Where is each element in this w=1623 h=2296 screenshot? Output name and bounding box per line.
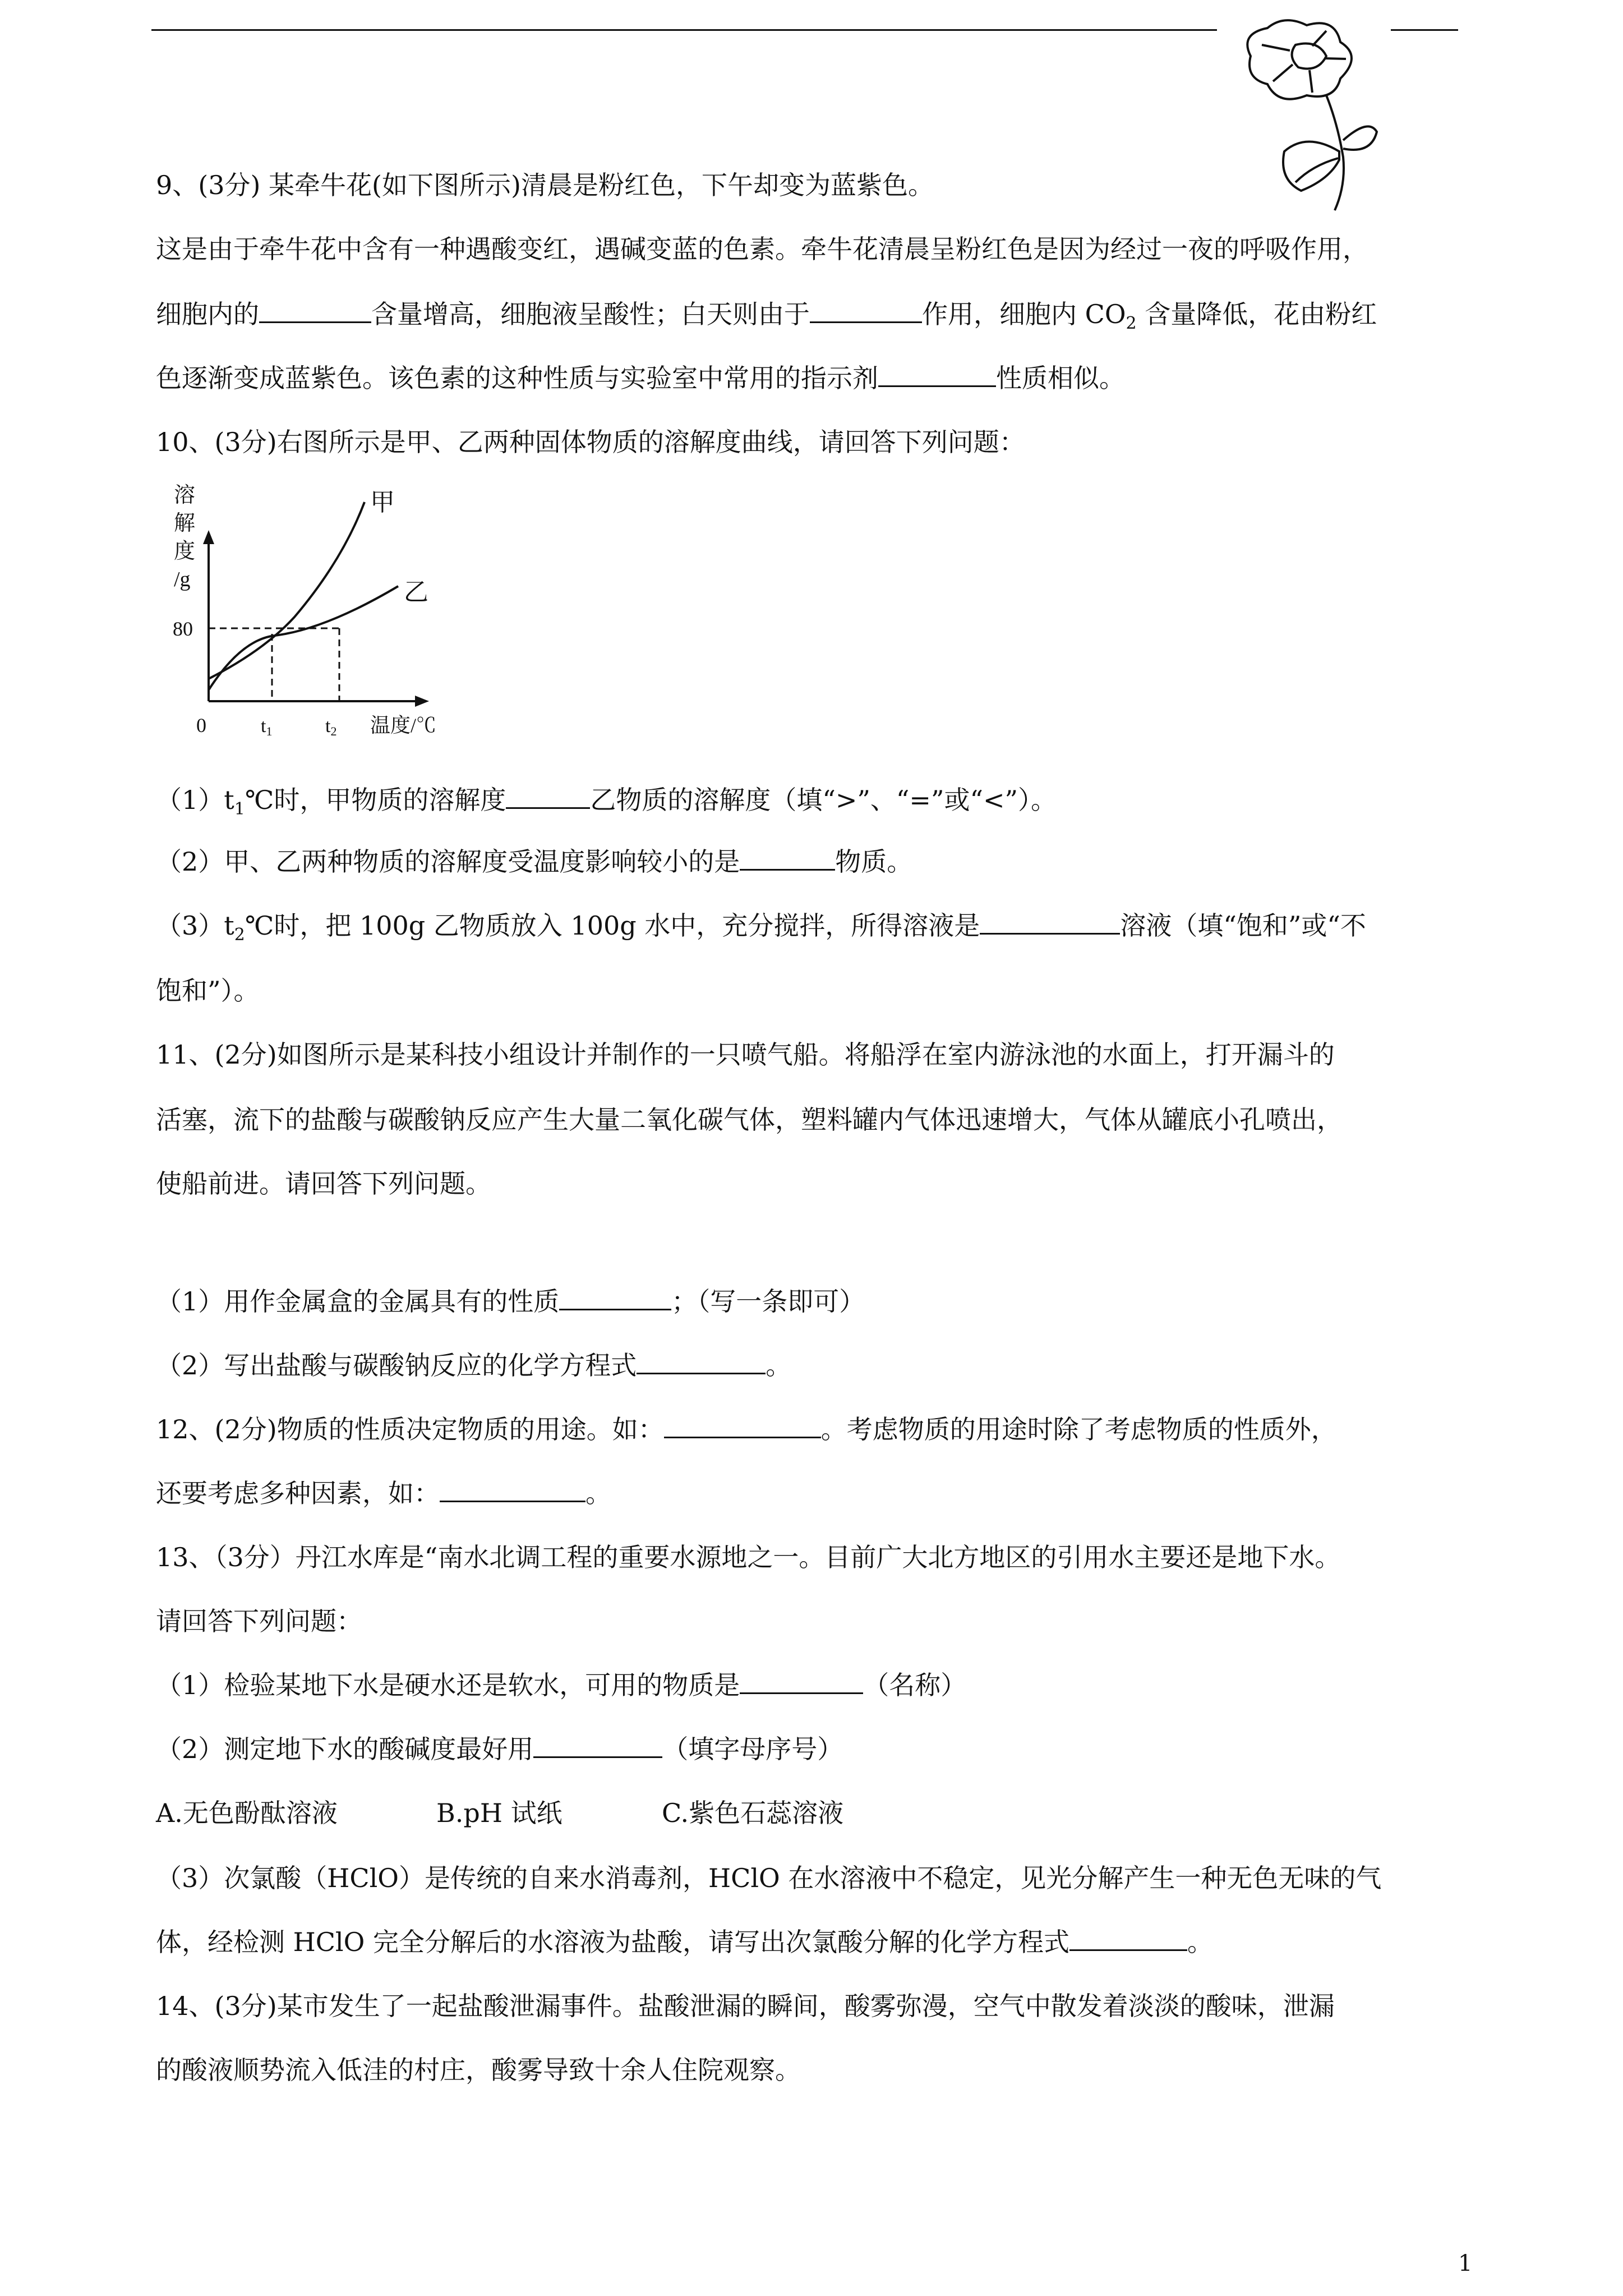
q9-line1: 9、(3分) 某牵牛花(如下图所示)清晨是粉红色，下午却变为蓝紫色。: [156, 170, 934, 200]
q9-line4: [156, 361, 1125, 395]
q10-sub1-b: ℃时，甲物质的溶解度: [245, 785, 506, 815]
q12-blank-1[interactable]: [664, 1414, 821, 1438]
q9-line4-a: 色逐渐变成蓝紫色。该色素的这种性质与实验室中常用的指示剂: [156, 363, 878, 393]
morning-glory-flower-icon: [1228, 11, 1396, 213]
q13-option-a: A.无色酚酞溶液: [156, 1798, 338, 1828]
header-rule-right: [1391, 29, 1458, 31]
q9-line4-b: 性质相似。: [996, 363, 1125, 393]
q9-line3-c: 作用，细胞内 CO: [922, 299, 1126, 329]
ylabel-char-2: 解: [174, 512, 196, 535]
q13-sub3-line2: [156, 1925, 1213, 1959]
q9-line3-a: 细胞内的: [156, 299, 259, 329]
q11-sub1-b: ；（写一条即可）: [671, 1286, 865, 1317]
q13-blank-1[interactable]: [740, 1670, 863, 1694]
q13-blank-3[interactable]: [1069, 1927, 1187, 1951]
q13-sub3-line1: （3）次氯酸（HClO）是传统的自来水消毒剂，HClO 在水溶液中不稳定，见光分解产生一种无色无味的气: [156, 1863, 1382, 1893]
q13-sub2-b: （填字母序号）: [662, 1734, 843, 1764]
q10-blank-1[interactable]: [506, 785, 590, 809]
q10-sub3-c: 溶液（填“饱和”或“不: [1120, 910, 1366, 941]
q13-sub2: [156, 1732, 843, 1766]
origin-label: 0: [196, 714, 206, 737]
q9-line3-d: 含量降低，花由粉红: [1136, 299, 1377, 329]
ylabel-char-3: 度: [174, 540, 196, 563]
q14-line2: 的酸液顺势流入低洼的村庄，酸雾导致十余人住院观察。: [156, 2055, 801, 2085]
q13-line2: 请回答下列问题：: [156, 1606, 362, 1636]
q11-sub1: [156, 1285, 865, 1318]
q11-line2: 活塞，流下的盐酸与碳酸钠反应产生大量二氧化碳气体，塑料罐内气体迅速增大，气体从罐底小孔喷出，: [156, 1105, 1343, 1135]
ylabel-char-1: 溶: [174, 484, 196, 507]
q10-blank-3[interactable]: [980, 910, 1120, 935]
page-number: 1: [1458, 2251, 1473, 2276]
q13-sub1: [156, 1668, 966, 1702]
q10-sub2: [156, 845, 912, 878]
xlabel: 温度/℃: [370, 714, 437, 737]
q9-line3: [156, 297, 1377, 341]
q10-sub2-b: 物质。: [835, 846, 913, 877]
q10-sub1-a: （1）t: [156, 785, 234, 815]
q13-sub1-a: （1）检验某地下水是硬水还是软水，可用的物质是: [156, 1670, 740, 1700]
q12-line2-a: 还要考虑多种因素，如：: [156, 1478, 440, 1508]
q12-blank-2[interactable]: [440, 1478, 585, 1502]
q10-sub3-a: （3）t: [156, 910, 234, 941]
q13-sub1-b: （名称）: [863, 1670, 967, 1700]
solubility-chart: [163, 477, 477, 746]
xtick-t1: t1: [261, 716, 273, 738]
xtick-t2: t2: [325, 716, 337, 738]
y-axis-arrow: [203, 530, 214, 544]
q12-line1: [156, 1412, 1337, 1446]
q9-line2: 这是由于牵牛花中含有一种遇酸变红，遇碱变蓝的色素。牵牛花清晨呈粉红色是因为经过一夜的呼吸作用，: [156, 234, 1368, 264]
header-rule-left: [151, 29, 1217, 31]
q11-sub1-a: （1）用作金属盒的金属具有的性质: [156, 1286, 560, 1317]
q11-sub2-a: （2）写出盐酸与碳酸钠反应的化学方程式: [156, 1350, 637, 1381]
q10-t2-subscript: 2: [234, 925, 245, 945]
series-yi-label: 乙: [404, 578, 428, 606]
q11-line3: 使船前进。请回答下列问题。: [156, 1168, 491, 1199]
q10-sub3: [156, 909, 1366, 952]
q12-line2: [156, 1476, 611, 1510]
q13-sub2-a: （2）测定地下水的酸碱度最好用: [156, 1734, 534, 1764]
q13-option-c: C.紫色石蕊溶液: [662, 1798, 844, 1828]
q12-line2-b: 。: [585, 1478, 611, 1508]
q11-sub2: [156, 1349, 791, 1382]
q11-blank-1[interactable]: [559, 1286, 671, 1310]
q10-sub3-cont: 饱和”）。: [156, 976, 260, 1006]
q13-sub3-b: 体，经检测 HClO 完全分解后的水溶液为盐酸，请写出次氯酸分解的化学方程式: [156, 1927, 1069, 1957]
q10-sub3-b: ℃时，把 100g 乙物质放入 100g 水中，充分搅拌，所得溶液是: [245, 910, 980, 941]
q9-blank-1[interactable]: [259, 299, 371, 323]
q14-line1: 14、(3分)某市发生了一起盐酸泄漏事件。盐酸泄漏的瞬间，酸雾弥漫，空气中散发着淡淡的酸味，泄漏: [156, 1991, 1335, 2021]
q10-sub1-c: 乙物质的溶解度（填“>”、“=”或“<”）。: [590, 785, 1057, 815]
q13-option-b: B.pH 试纸: [436, 1798, 562, 1828]
q12-line1-b: 。考虑物质的用途时除了考虑物质的性质外，: [820, 1414, 1337, 1444]
q11-sub2-b: 。: [766, 1350, 792, 1381]
q13-line1: 13、（3分）丹江水库是“南水北调工程的重要水源地之一。目前广大北方地区的引用水主要还是地下水。: [156, 1542, 1341, 1572]
q13-sub3-c: 。: [1187, 1927, 1213, 1957]
q10-t1-subscript: 1: [234, 799, 245, 820]
q9-blank-3[interactable]: [878, 363, 996, 387]
series-yi-line: [209, 586, 398, 690]
q10-line1: 10、(3分)右图所示是甲、乙两种固体物质的溶解度曲线，请回答下列问题：: [156, 427, 1025, 457]
q11-blank-2[interactable]: [637, 1350, 766, 1374]
q11-line1: 11、(2分)如图所示是某科技小组设计并制作的一只喷气船。将船浮在室内游泳池的水面上，打开漏斗的: [156, 1039, 1335, 1070]
q10-sub1: [156, 783, 1057, 826]
q12-line1-a: 12、(2分)物质的性质决定物质的用途。如：: [156, 1414, 664, 1444]
ylabel-char-4: /g: [174, 568, 191, 591]
series-jia-label: 甲: [370, 489, 395, 516]
ytick-80: 80: [173, 618, 193, 640]
x-axis-arrow: [415, 696, 429, 707]
q10-blank-2[interactable]: [740, 846, 835, 871]
q9-co2-subscript: 2: [1126, 314, 1137, 334]
series-jia-line: [209, 502, 365, 679]
q9-blank-2[interactable]: [810, 299, 922, 323]
q10-sub2-a: （2）甲、乙两种物质的溶解度受温度影响较小的是: [156, 846, 740, 877]
q13-blank-2[interactable]: [533, 1734, 662, 1758]
q9-line3-b: 含量增高，细胞液呈酸性；白天则由于: [371, 299, 810, 329]
